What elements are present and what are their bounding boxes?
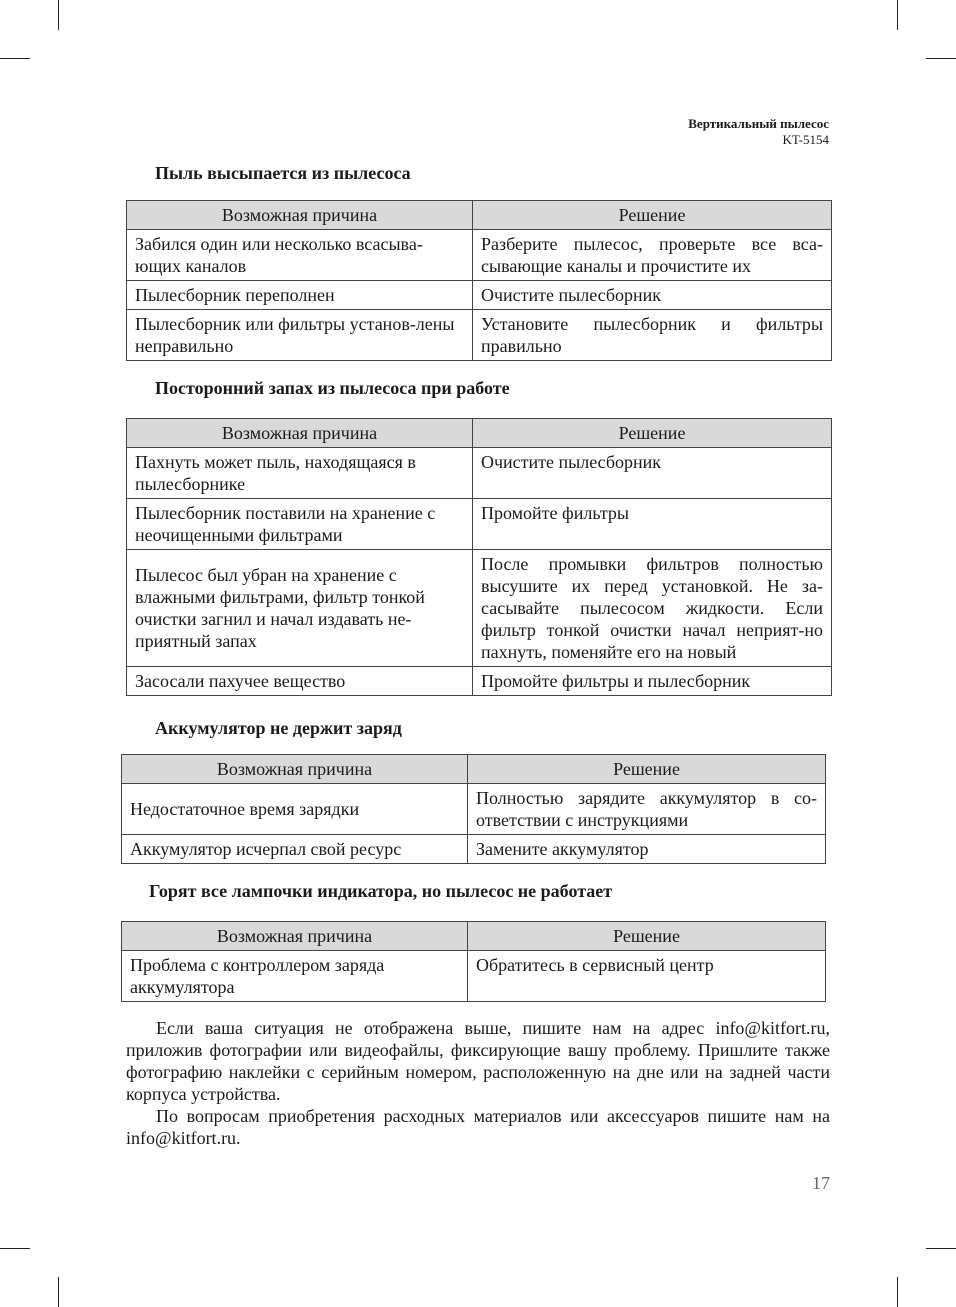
running-header xyxy=(688,116,829,148)
table-row xyxy=(122,951,826,1002)
contact-paragraph: Если ваша ситуация не отображена выше, пишите нам на адрес info@kitfort.ru, приложив фотографии или видеофайлы, фиксирующие вашу проблему. Пришлите также фотографию наклейки с серийным номером, расположенную на дне или на задней части корпуса устройства. xyxy=(126,1018,830,1104)
column-header-solution: Решение xyxy=(473,419,832,448)
column-header-cause: Возможная причина xyxy=(122,922,468,951)
solution-cell: Полностью зарядите аккумулятор в со-ответствии с инструкциями xyxy=(468,784,826,835)
crop-mark xyxy=(0,1248,30,1249)
column-header-cause: Возможная причина xyxy=(127,201,473,230)
table-row xyxy=(127,667,832,696)
solution-cell: Разберите пылесос, проверьте все вса-сывающие каналы и прочистите их xyxy=(473,230,832,281)
page-number: 17 xyxy=(812,1173,830,1193)
column-header-solution: Решение xyxy=(473,201,832,230)
cause-cell: Пылесборник переполнен xyxy=(127,281,473,310)
table-row xyxy=(127,550,832,667)
section-battery xyxy=(121,717,825,864)
table-header-row xyxy=(122,755,826,784)
crop-mark xyxy=(926,58,956,59)
cause-cell: Засосали пахучее вещество xyxy=(127,667,473,696)
crop-mark xyxy=(0,58,30,59)
table-row xyxy=(122,835,826,864)
cause-cell: Пылесборник или фильтры установ-лены неправильно xyxy=(127,310,473,361)
cause-cell: Забился один или несколько всасыва-ющих каналов xyxy=(127,230,473,281)
solution-cell: Очистите пылесборник xyxy=(473,448,832,499)
solution-cell: Замените аккумулятор xyxy=(468,835,826,864)
section-dust xyxy=(126,162,831,361)
table-row xyxy=(127,281,832,310)
troubleshooting-table xyxy=(121,921,826,1002)
crop-mark xyxy=(897,1277,898,1307)
cause-cell: Аккумулятор исчерпал свой ресурс xyxy=(122,835,468,864)
table-header-row xyxy=(127,201,832,230)
crop-mark xyxy=(926,1248,956,1249)
table-row xyxy=(122,784,826,835)
accessories-paragraph: По вопросам приобретения расходных материалов или аксессуаров пишите нам на info@kitfort.ru. xyxy=(126,1106,830,1148)
table-row xyxy=(127,448,832,499)
section-title: Посторонний запах из пылесоса при работе xyxy=(155,378,510,398)
column-header-cause: Возможная причина xyxy=(127,419,473,448)
troubleshooting-table xyxy=(126,200,832,361)
table-row xyxy=(127,499,832,550)
solution-cell: Очистите пылесборник xyxy=(473,281,832,310)
column-header-solution: Решение xyxy=(468,922,826,951)
troubleshooting-table xyxy=(126,418,832,696)
cause-cell: Проблема с контроллером заряда аккумулятора xyxy=(122,951,468,1002)
crop-mark xyxy=(897,0,898,30)
solution-cell: Промойте фильтры xyxy=(473,499,832,550)
closing-text xyxy=(126,1017,830,1149)
cause-cell: Недостаточное время зарядки xyxy=(122,784,468,835)
section-title: Аккумулятор не держит заряд xyxy=(155,718,402,738)
header-model: KT-5154 xyxy=(782,132,829,147)
crop-mark xyxy=(58,0,59,30)
cause-cell: Пылесборник поставили на хранение с неочищенными фильтрами xyxy=(127,499,473,550)
table-row xyxy=(127,230,832,281)
cause-cell: Пылесос был убран на хранение с влажными фильтрами, фильтр тонкой очистки загнил и начал издавать не-приятный запах xyxy=(127,550,473,667)
troubleshooting-table xyxy=(121,754,826,864)
crop-mark xyxy=(58,1277,59,1307)
section-title: Горят все лампочки индикатора, но пылесос не работает xyxy=(149,881,613,901)
solution-cell: После промывки фильтров полностью высушите их перед установкой. Не за-сасывайте пылесосом жидкости. Если фильтр тонкой очистки начал неприят-но пахнуть, поменяйте его на новый xyxy=(473,550,832,667)
header-title: Вертикальный пылесос xyxy=(688,116,829,131)
table-header-row xyxy=(122,922,826,951)
solution-cell: Установите пылесборник и фильтры правильно xyxy=(473,310,832,361)
table-header-row xyxy=(127,419,832,448)
solution-cell: Промойте фильтры и пылесборник xyxy=(473,667,832,696)
solution-cell: Обратитесь в сервисный центр xyxy=(468,951,826,1002)
column-header-solution: Решение xyxy=(468,755,826,784)
section-odor xyxy=(126,377,831,696)
column-header-cause: Возможная причина xyxy=(122,755,468,784)
section-indicator xyxy=(121,880,825,1002)
table-row xyxy=(127,310,832,361)
section-title: Пыль высыпается из пылесоса xyxy=(155,163,411,183)
cause-cell: Пахнуть может пыль, находящаяся в пылесборнике xyxy=(127,448,473,499)
